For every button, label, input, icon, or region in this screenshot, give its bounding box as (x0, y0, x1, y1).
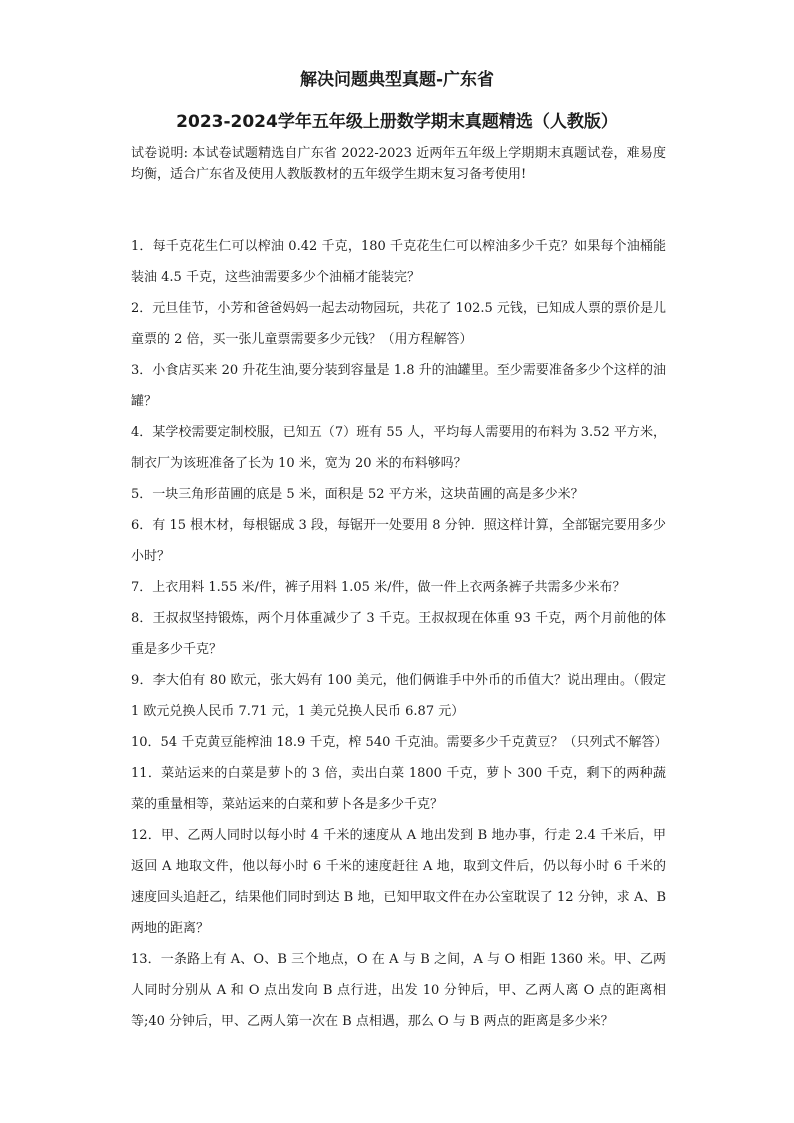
question-item: 4．某学校需要定制校服，已知五（7）班有 55 人，平均每人需要用的布料为 3.52 平方米，制衣厂为该班准备了长为 10 米，宽为 20 米的布料够吗？ (131, 425, 666, 471)
question-item: 12．甲、乙两人同时以每小时 4 千米的速度从 A 地出发到 B 地办事，行走 2.4 千米后，甲返回 A 地取文件，他以每小时 6 千米的速度赶往 A 地，取到文件后，仍以每小时 6 千米的速度回头追赶乙，结果他们同时到达 B 地，已知甲取文件在办公室耽误了 12 分钟，求 A、B 两地的距离？ (131, 828, 666, 936)
question-item: 6．有 15 根木材，每根锯成 3 段，每锯开一处要用 8 分钟．照这样计算，全部锯完要用多少小时？ (131, 518, 666, 564)
question-item: 5．一块三角形苗圃的底是 5 米，面积是 52 平方米，这块苗圃的高是多少米？ (131, 487, 584, 502)
question-item: 2．元旦佳节，小芳和爸爸妈妈一起去动物园玩，共花了 102.5 元钱，已知成人票的票价是儿童票的 2 倍，买一张儿童票需要多少元钱？（用方程解答） (131, 301, 666, 347)
question-item: 11．菜站运来的白菜是萝卜的 3 倍，卖出白菜 1800 千克，萝卜 300 千克，剩下的两种蔬菜的重量相等，菜站运来的白菜和萝卜各是多少千克？ (131, 766, 666, 812)
question-list (131, 231, 666, 1037)
question-item: 3．小食店买来 20 升花生油,要分装到容量是 1.8 升的油罐里。至少需要准备多少个这样的油罐？ (131, 363, 666, 409)
question-item: 8．王叔叔坚持锻炼，两个月体重减少了 3 千克。王叔叔现在体重 93 千克，两个月前他的体重是多少千克？ (131, 611, 666, 657)
document-title: 解决问题典型真题-广东省 (299, 70, 495, 90)
exam-description: 试卷说明: 本试卷试题精选自广东省 2022-2023 近两年五年级上学期期末真题试卷，难易度均衡，适合广东省及使用人教版教材的五年级学生期末复习备考使用! (131, 146, 666, 182)
document-subtitle: 2023-2024学年五年级上册数学期末真题精选（人教版） (176, 112, 618, 132)
question-item: 13．一条路上有 A、O、B 三个地点，O 在 A 与 B 之间，A 与 O 相距 1360 米。甲、乙两人同时分别从 A 和 O 点出发向 B 点行进，出发 10 分钟后，甲、乙两人离 O 点的距离相等;40 分钟后，甲、乙两人第一次在 B 点相遇，那么 O 与 B 两点的距离是多少米？ (131, 952, 666, 1029)
question-item: 7．上衣用料 1.55 米/件，裤子用料 1.05 米/件，做一件上衣两条裤子共需多少米布？ (131, 580, 626, 595)
question-item: 9．李大伯有 80 欧元，张大妈有 100 美元，他们俩谁手中外币的币值大？说出理由。（假定 1 欧元兑换人民币 7.71 元，1 美元兑换人民币 6.87 元） (131, 673, 666, 719)
question-item: 1．每千克花生仁可以榨油 0.42 千克，180 千克花生仁可以榨油多少千克？如果每个油桶能装油 4.5 千克，这些油需要多少个油桶才能装完？ (131, 239, 666, 285)
question-item: 10．54 千克黄豆能榨油 18.9 千克，榨 540 千克油。需要多少千克黄豆？（只列式不解答） (131, 735, 668, 750)
